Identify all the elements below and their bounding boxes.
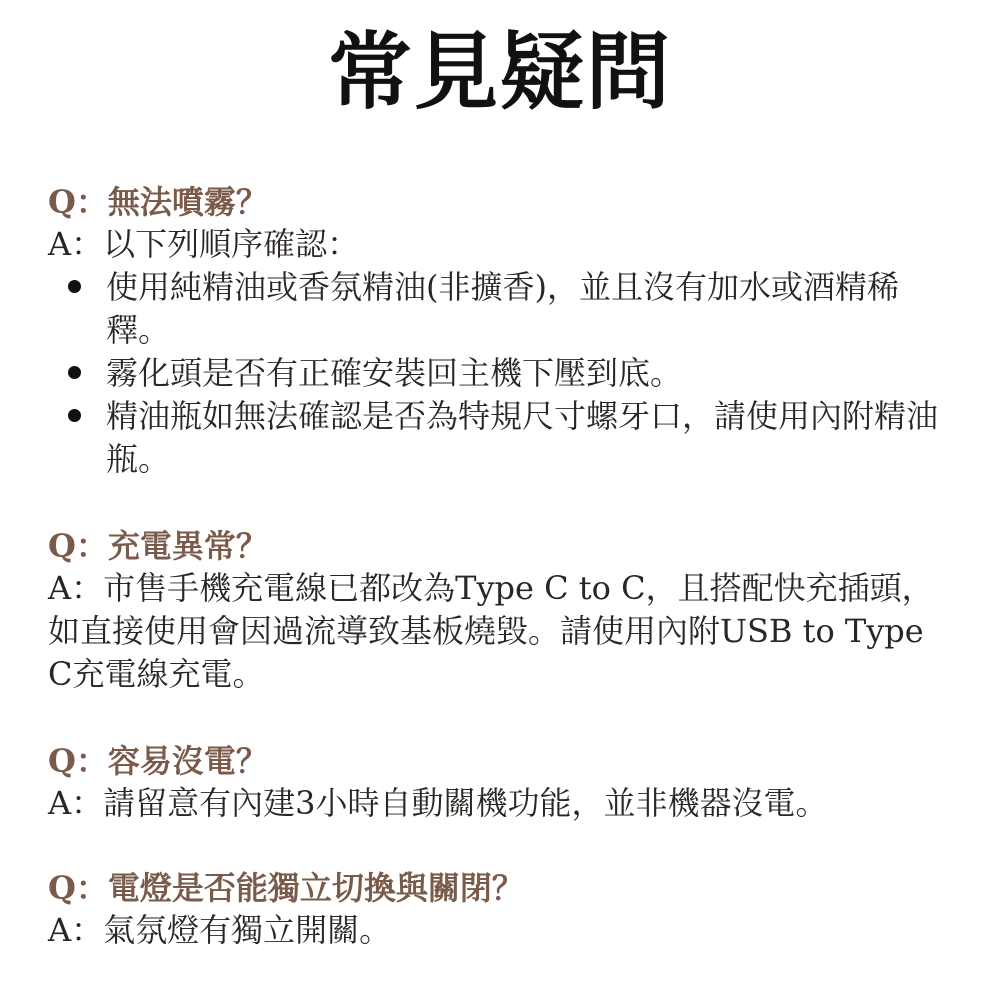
faq-answer-list [48,266,953,481]
faq-item-spray [48,181,953,481]
bullet-icon [68,280,81,293]
faq-answer: A：市售手機充電線已都改為Type C to C，且搭配快充插頭，如直接使用會因過流導致基板燒毀。請使用內附USB to Type C充電線充電。 [48,569,934,693]
bullet-icon [68,409,81,422]
faq-item-light [48,867,953,952]
list-item [48,266,953,352]
list-item-text: 精油瓶如無法確認是否為特規尺寸螺牙口，請使用內附精油瓶。 [106,397,939,478]
bullet-icon [68,366,81,379]
faq-question: Q：電燈是否能獨立切換與關閉？ [48,869,524,907]
faq-question: Q：無法噴霧？ [48,183,268,221]
faq-question: Q：充電異常？ [48,527,268,565]
faq-item-battery [48,740,953,825]
list-item [48,395,953,481]
page-title: 常見疑問 [327,22,672,121]
list-item-text: 使用純精油或香氛精油(非擴香)，並且沒有加水或酒精稀釋。 [106,268,899,349]
faq-answer: A：氣氛燈有獨立開關。 [48,911,392,949]
faq-answer: A：請留意有內建3小時自動關機功能，並非機器沒電。 [48,784,828,822]
list-item-text: 霧化頭是否有正確安裝回主機下壓到底。 [106,354,683,392]
faq-answer-intro: A：以下列順序確認： [48,225,360,263]
faq-question: Q：容易沒電？ [48,742,268,780]
faq-item-charging [48,525,953,696]
list-item [48,352,953,395]
